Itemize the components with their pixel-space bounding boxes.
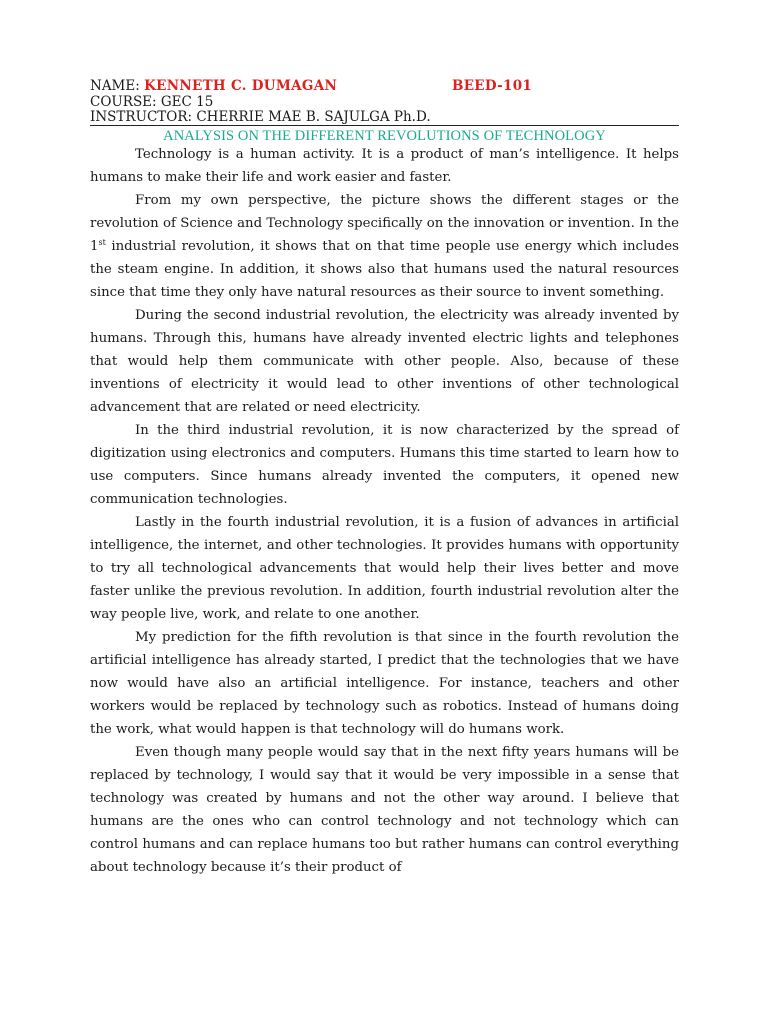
paragraph-3: During the second industrial revolution, the electricity was already invented by humans. Through this, humans have already invented electric lights and telephones that would help them communicate with other people. Also, because of these inventions of electricity it would lead to other inventions of other technological advancement that are related or need electricity. bbox=[90, 308, 679, 415]
header-divider bbox=[90, 125, 679, 126]
name-label: NAME: bbox=[90, 78, 145, 94]
instructor-line: INSTRUCTOR: CHERRIE MAE B. SAJULGA Ph.D. bbox=[90, 109, 431, 125]
paragraph-2 bbox=[90, 189, 679, 304]
paragraph-2-part-b: industrial revolution, it shows that on that time people use energy which includes the steam engine. In addition, it shows also that humans used the natural resources since that time they only have natural resources as their source to invent something. bbox=[90, 239, 679, 300]
document-title: ANALYSIS ON THE DIFFERENT REVOLUTIONS OF TECHNOLOGY bbox=[163, 128, 606, 144]
course-line: COURSE: GEC 15 bbox=[90, 94, 214, 110]
paragraph-4: In the third industrial revolution, it is now characterized by the spread of digitization using electronics and computers. Humans this time started to learn how to use computers. Since humans already invented the computers, it opened new communication technologies. bbox=[90, 423, 679, 507]
student-name: KENNETH C. DUMAGAN bbox=[144, 78, 338, 94]
essay-body bbox=[90, 143, 679, 879]
paragraph-5: Lastly in the fourth industrial revolution, it is a fusion of advances in artificial intelligence, the internet, and other technologies. It provides humans with opportunity to try all technological advancements that would help their lives better and move faster unlike the previous revolution. In addition, fourth industrial revolution alter the way people live, work, and relate to one another. bbox=[90, 515, 679, 622]
section-code: BEED-101 bbox=[452, 78, 533, 94]
paragraph-7: Even though many people would say that in the next fifty years humans will be replaced by technology, I would say that it would be very impossible in a sense that technology was created by humans and not the other way around. I believe that humans are the ones who can control technology and not technology which can control humans and can replace humans too but rather humans can control everything about technology because it’s their product of bbox=[90, 745, 679, 875]
name-line bbox=[90, 78, 337, 94]
ordinal-superscript: st bbox=[98, 238, 106, 247]
paragraph-2-part-a: From my own perspective, the picture shows the different stages or the revolution of Science and Technology specifically on the innovation or invention. In the 1 bbox=[90, 193, 679, 254]
paragraph-1: Technology is a human activity. It is a product of man’s intelligence. It helps humans to make their life and work easier and faster. bbox=[90, 147, 679, 185]
paragraph-6: My prediction for the fifth revolution is that since in the fourth revolution the artificial intelligence has already started, I predict that the technologies that we have now would have also an artificial intelligence. For instance, teachers and other workers would be replaced by technology such as robotics. Instead of humans doing the work, what would happen is that technology will do humans work. bbox=[90, 630, 679, 737]
